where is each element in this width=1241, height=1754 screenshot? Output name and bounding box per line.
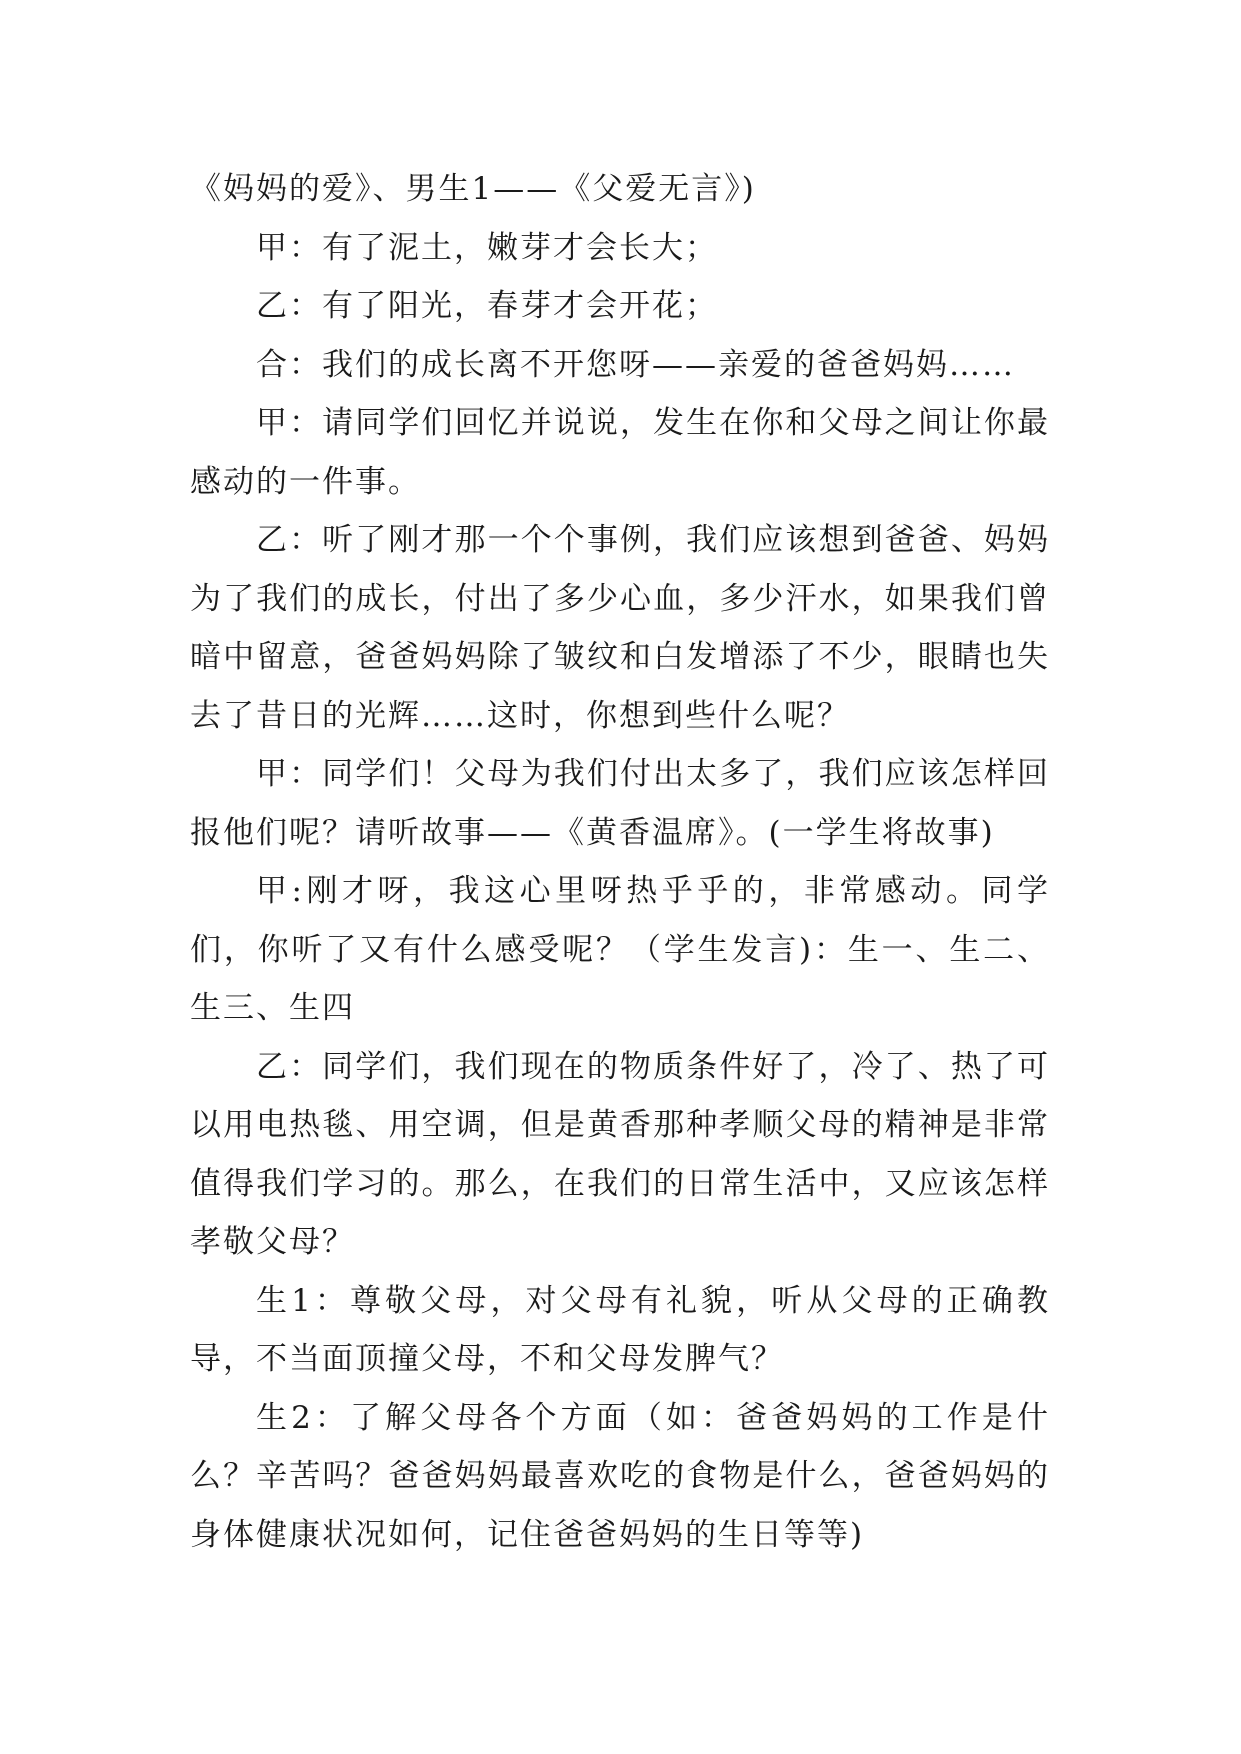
document-body xyxy=(190,160,1050,1564)
paragraph-yi-examples: 乙：听了刚才那一个个事例，我们应该想到爸爸、妈妈为了我们的成长，付出了多少心血，多少汗水，如果我们曾暗中留意，爸爸妈妈除了皱纹和白发增添了不少，眼睛也失去了昔日的光辉……这时，你想到些什么呢？ xyxy=(190,522,1050,734)
paragraph-jia-feelings: 甲:刚才呀，我这心里呀热乎乎的，非常感动。同学们，你听了又有什么感受呢？（学生发言)：生一、生二、生三、生四 xyxy=(190,873,1050,1026)
paragraph-continuation: 《妈妈的爱》、男生1——《父爱无言》) xyxy=(190,171,756,207)
paragraph-jia-recall: 甲：请同学们回忆并说说，发生在你和父母之间让你最感动的一件事。 xyxy=(190,405,1050,500)
paragraph-jia-soil: 甲：有了泥土，嫩芽才会长大； xyxy=(256,229,718,266)
paragraph-together: 合：我们的成长离不开您呀——亲爱的爸爸妈妈…… xyxy=(256,346,1015,383)
paragraph-student-1: 生1：尊敬父母，对父母有礼貌，听从父母的正确教导，不当面顶撞父母，不和父母发脾气？ xyxy=(190,1282,1050,1377)
paragraph-jia-story: 甲：同学们！父母为我们付出太多了，我们应该怎样回报他们呢？请听故事——《黄香温席》。(一学生将故事) xyxy=(190,756,1050,851)
paragraph-yi-sunshine: 乙：有了阳光，春芽才会开花； xyxy=(256,288,718,324)
paragraph-student-2: 生2：了解父母各个方面（如：爸爸妈妈的工作是什么？辛苦吗？爸爸妈妈最喜欢吃的食物是什么，爸爸妈妈的身体健康状况如何，记住爸爸妈妈的生日等等) xyxy=(190,1399,1050,1553)
paragraph-yi-filial: 乙：同学们，我们现在的物质条件好了，冷了、热了可以用电热毯、用空调，但是黄香那种孝顺父母的精神是非常值得我们学习的。那么，在我们的日常生活中，又应该怎样孝敬父母？ xyxy=(190,1048,1050,1260)
